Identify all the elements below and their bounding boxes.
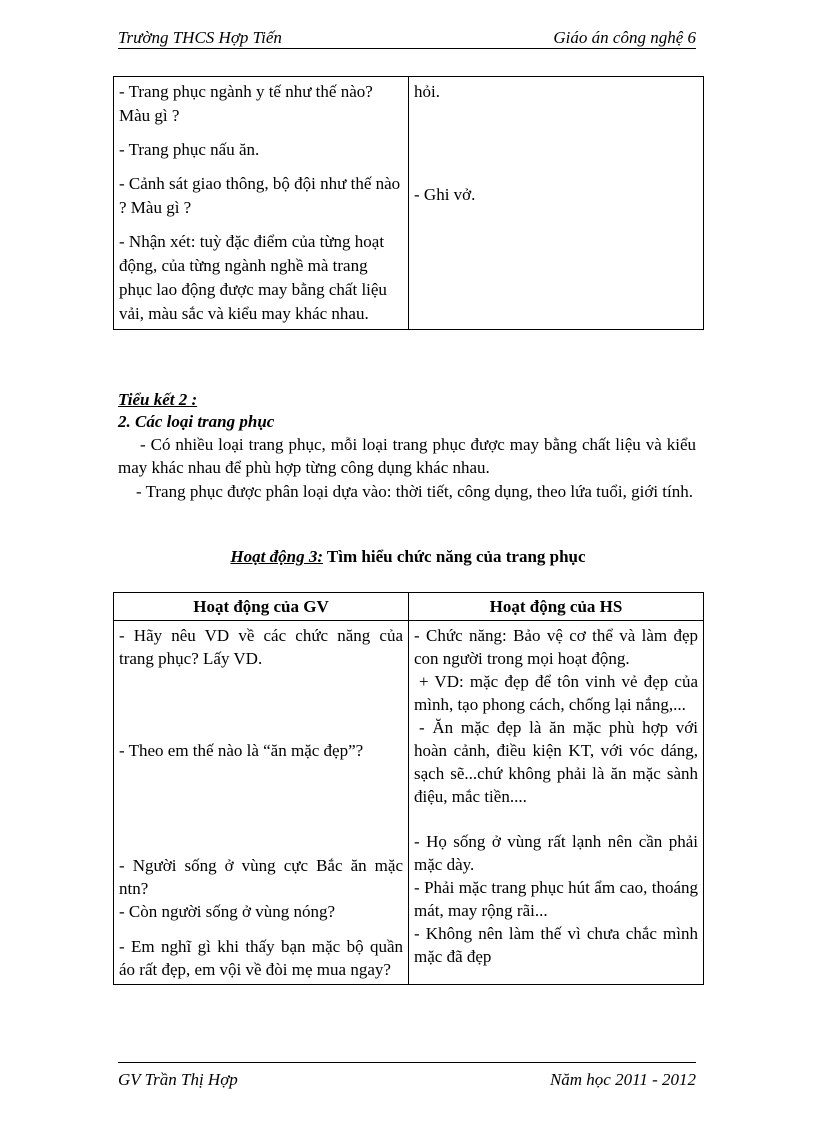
footer-divider [118,1062,696,1063]
gv-question-medical: - Trang phục ngành y tế như thế nào? Màu gì ? [119,82,373,125]
hs-column [409,77,704,330]
section-title: 2. Các loại trang phục [118,412,275,431]
page-footer [118,1070,696,1090]
header-divider [118,48,696,49]
hs-item: - Phải mặc trang phục hút ẩm cao, thoáng mát, may rộng rãi... [414,878,698,920]
gv-item: - Theo em thế nào là “ăn mặc đẹp”? [119,741,364,760]
activity-3-table [113,592,704,985]
gv-item: - Hãy nêu VD về các chức năng của trang phục? Lấy VD. [119,626,403,668]
hs-column [409,621,704,985]
gv-item: - Còn người sống ở vùng nóng? [119,902,336,921]
gv-remark: - Nhận xét: tuỳ đặc điểm của từng hoạt động, của từng ngành nghề mà trang phục lao động được may bằng chất liệu vải, màu sắc và kiểu may khác nhau. [119,232,387,323]
gv-question-police: - Cảnh sát giao thông, bộ đội như thế nào ? Màu gì ? [119,174,401,217]
gv-question-cooking: - Trang phục nấu ăn. [119,140,260,159]
hs-item: - Không nên làm thế vì chưa chắc mình mặc đã đẹp [414,924,698,966]
page-header [118,28,696,48]
hs-answer-ask: hỏi. [414,82,440,101]
spacer [414,808,698,830]
activity-3-label: Hoạt động 3: [230,547,323,566]
header-doc-title: Giáo án công nghệ 6 [553,28,696,47]
footer-teacher: GV Trần Thị Hợp [118,1070,238,1089]
footer-year: Năm học 2011 - 2012 [549,1070,696,1089]
gv-item: - Em nghĩ gì khi thấy bạn mặc bộ quần áo rất đẹp, em vội về đòi mẹ mua ngay? [119,937,403,979]
activity-table-continued [113,76,704,330]
hs-item: - Ăn mặc đẹp là ăn mặc phù hợp với hoàn cảnh, điều kiện KT, với vóc dáng, sạch sẽ...chứ không phải là ăn mặc sành điệu, mắc tiền.... [414,718,698,806]
paragraph-1: - Có nhiều loại trang phục, mỗi loại trang phục được may bằng chất liệu và kiểu may khác nhau để phù hợp từng công dụng khác nhau. [118,435,696,477]
header-gv: Hoạt động của GV [114,593,409,621]
hs-item: - Chức năng: Bảo vệ cơ thể và làm đẹp con người trong mọi hoạt động. [414,626,698,668]
hs-item: - Họ sống ở vùng rất lạnh nên cần phải mặc dày. [414,832,698,874]
activity-3-title: Tìm hiểu chức năng của trang phục [322,547,586,566]
gv-item: - Người sống ở vùng cực Bắc ăn mặc ntn? [119,856,403,898]
header-hs: Hoạt động của HS [409,593,704,621]
paragraph-2: - Trang phục được phân loại dựa vào: thời tiết, công dụng, theo lứa tuổi, giới tính. [136,482,693,501]
header-school: Trường THCS Hợp Tiến [118,28,282,47]
hs-answer-notes: - Ghi vở. [414,185,476,204]
activity-3-heading [0,547,816,567]
gv-column [114,621,409,985]
summary-heading: Tiểu kết 2 : [118,390,198,409]
gv-column [114,77,409,330]
hs-item: + VD: mặc đẹp để tôn vinh vẻ đẹp của mình, tạo phong cách, chống lại nắng,... [414,672,698,714]
